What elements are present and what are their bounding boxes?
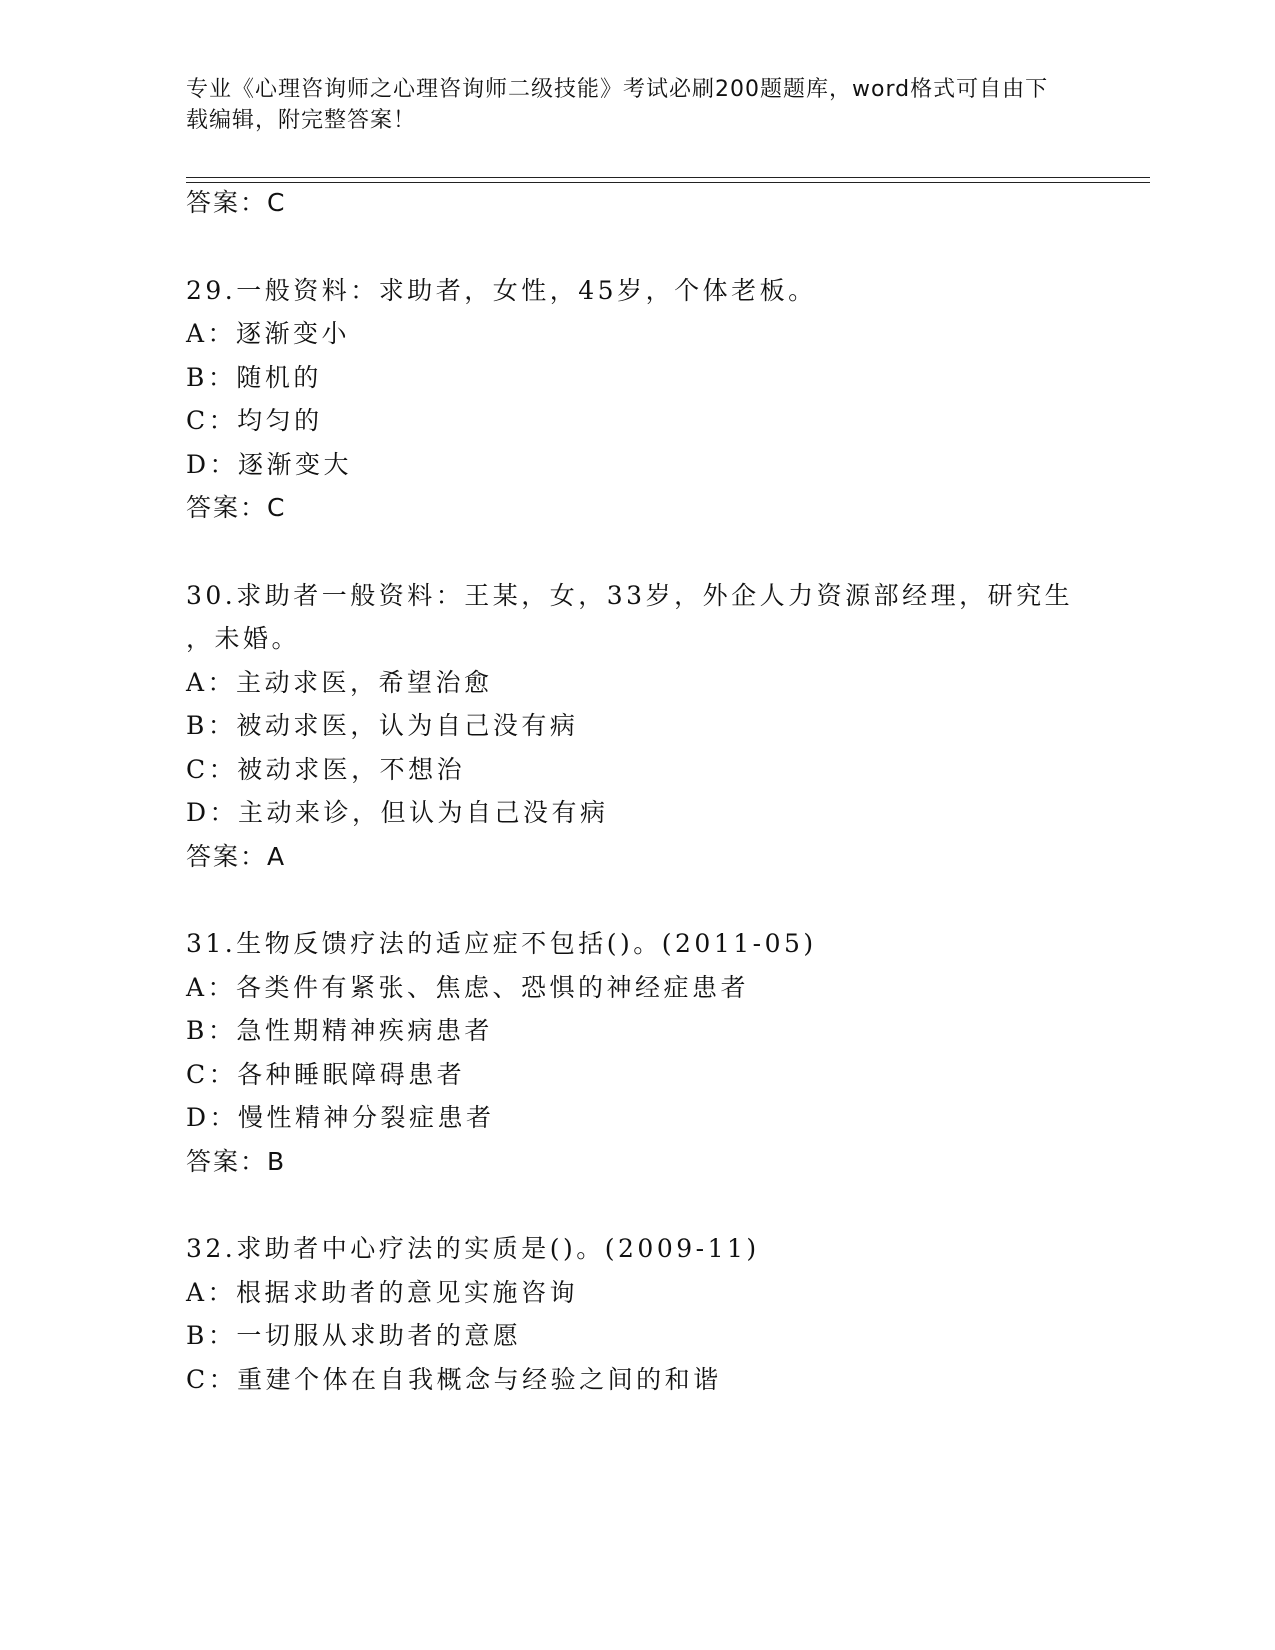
question-30-option-b: B：被动求医，认为自己没有病 [186, 711, 579, 740]
question-30-option-d: D：主动来诊，但认为自己没有病 [186, 798, 609, 827]
document-intro: 专业《心理咨询师之心理咨询师二级技能》考试必刷200题题库，word格式可自由下载编辑，附完整答案！ [186, 77, 1049, 133]
question-31-option-a: A：各类件有紧张、焦虑、恐惧的神经症患者 [186, 973, 750, 1002]
question-29-answer: 答案：C [186, 493, 287, 522]
question-30-answer: 答案：A [186, 842, 287, 871]
question-29-option-a: A：逐渐变小 [186, 319, 351, 348]
header-divider-top [186, 177, 1150, 178]
question-32-option-b: B：一切服从求助者的意愿 [186, 1321, 522, 1350]
question-29-option-b: B：随机的 [186, 363, 322, 392]
question-31-option-b: B：急性期精神疾病患者 [186, 1016, 493, 1045]
question-31-option-c: C：各种睡眠障碍患者 [186, 1060, 466, 1089]
answer-line: 答案：C [186, 188, 287, 217]
question-30-option-c: C：被动求医，不想治 [186, 755, 466, 784]
question-31-text: 31.生物反馈疗法的适应症不包括()。(2011-05) [186, 929, 817, 958]
question-32-text: 32.求助者中心疗法的实质是()。(2009-11) [186, 1234, 760, 1263]
question-30-text: 30.求助者一般资料：王某，女，33岁，外企人力资源部经理，研究生 [186, 581, 1074, 610]
question-29-text: 29.一般资料：求助者，女性，45岁，个体老板。 [186, 276, 817, 305]
question-30-text-continuation: ，未婚。 [186, 624, 301, 653]
question-29-option-c: C：均匀的 [186, 406, 323, 435]
question-31-option-d: D：慢性精神分裂症患者 [186, 1103, 495, 1132]
question-32-option-a: A：根据求助者的意见实施咨询 [186, 1278, 579, 1307]
question-32-option-c: C：重建个体在自我概念与经验之间的和谐 [186, 1365, 722, 1394]
header-divider-bottom [186, 182, 1150, 183]
question-29-option-d: D：逐渐变大 [186, 450, 353, 479]
question-31-answer: 答案：B [186, 1147, 287, 1176]
question-30-option-a: A：主动求医，希望治愈 [186, 668, 493, 697]
